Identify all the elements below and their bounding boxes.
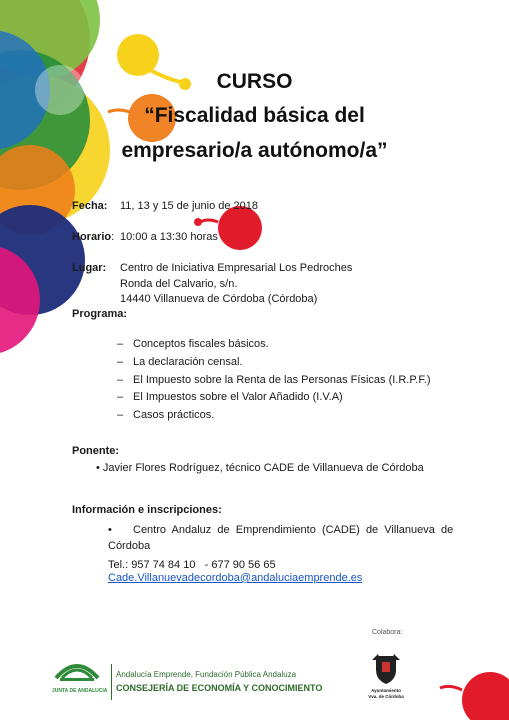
lugar-line-3: 14440 Villanueva de Córdoba (Córdoba) — [120, 293, 318, 305]
footer-consejeria: CONSEJERÍA DE ECONOMÍA Y CONOCIMIENTO — [116, 683, 323, 693]
junta-logo-text: JUNTA DE ANDALUCIA — [52, 688, 108, 694]
lugar-label: Lugar: — [72, 262, 107, 274]
programa-label: Programa: — [72, 308, 128, 320]
ayto-line-1: Ayuntamiento — [371, 688, 401, 693]
title-line-2: “Fiscalidad básica del — [144, 104, 365, 127]
info-center-line-1: Centro Andaluz de Emprendimiento (CADE) de Villanueva de — [133, 524, 454, 536]
programa-item: – El Impuestos sobre el Valor Añadido (I.V.A) — [117, 391, 343, 403]
programa-item-text: La declaración censal. — [133, 356, 243, 368]
ayuntamiento-crest-icon — [370, 652, 402, 686]
lugar-line-2: Ronda del Calvario, s/n. — [120, 278, 238, 290]
ayto-line-2: Vva. de Córdoba — [368, 694, 404, 699]
horario-label-text: Horario — [72, 231, 112, 243]
programa-item: – La declaración censal. — [117, 356, 243, 368]
bullet-icon: • — [96, 462, 103, 474]
programa-item: – Casos prácticos. — [117, 409, 215, 421]
programa-item-text: El Impuesto sobre la Renta de las Personas Físicas (I.R.P.F.) — [133, 374, 431, 386]
bullet-icon: • — [108, 524, 112, 536]
info-email-link[interactable]: Cade.Villanuevadecordoba@andaluciaemprende.es — [108, 572, 363, 584]
junta-andalucia-logo — [52, 652, 102, 688]
horario-separator: : — [111, 231, 115, 243]
colabora-label: Colabora: — [372, 629, 403, 636]
horario-value: 10:00 a 13:30 horas — [120, 231, 218, 243]
title-line-1: CURSO — [216, 70, 293, 93]
ponente-item — [96, 462, 424, 474]
info-label: Información e inscripciones: — [72, 504, 222, 516]
ayuntamiento-text — [368, 688, 404, 700]
horario-label — [72, 231, 114, 243]
red-dot — [218, 206, 262, 250]
programa-item-text: El Impuestos sobre el Valor Añadido (I.V.A) — [133, 391, 343, 403]
info-bullet — [108, 524, 112, 536]
footer-divider — [111, 664, 112, 700]
info-phone: Tel.: 957 74 84 10 - 677 90 56 65 — [108, 559, 276, 571]
programa-item-text: Conceptos fiscales básicos. — [133, 338, 269, 350]
programa-item-text: Casos prácticos. — [133, 409, 215, 421]
programa-item: – El Impuesto sobre la Renta de las Personas Físicas (I.R.P.F.) — [117, 374, 431, 386]
title-line-3: empresario/a autónomo/a” — [121, 139, 388, 162]
lugar-line-1: Centro de Iniciativa Empresarial Los Pedroches — [120, 262, 353, 274]
fecha-value: 11, 13 y 15 de junio de 2018 — [120, 200, 259, 212]
info-center-line-2: Córdoba — [108, 540, 151, 552]
ponente-value: Javier Flores Rodríguez, técnico CADE de Villanueva de Córdoba — [102, 462, 424, 474]
ponente-label: Ponente: — [72, 445, 120, 457]
fecha-label: Fecha: — [72, 200, 108, 212]
footer-org-line: Andalucía Emprende, Fundación Pública Andaluza — [116, 670, 297, 679]
programa-item: – Conceptos fiscales básicos. — [117, 338, 269, 350]
red-dot-bottom — [462, 672, 509, 720]
